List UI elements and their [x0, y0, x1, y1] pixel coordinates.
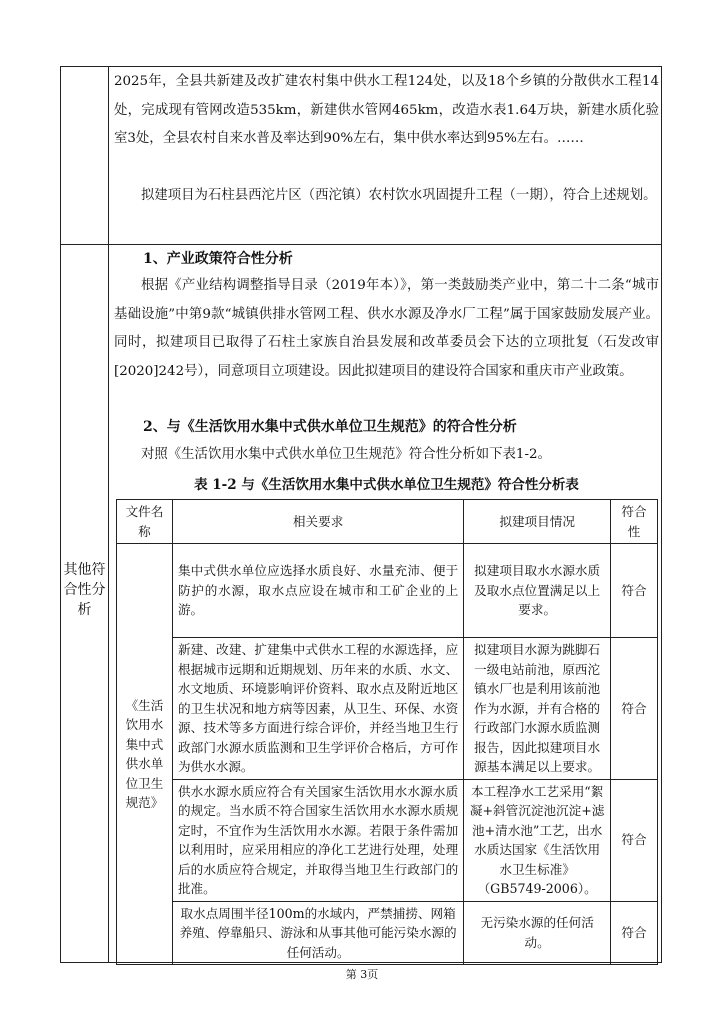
heading-industry-policy: 1、产业政策符合性分析 — [143, 251, 293, 267]
header-result: 符合性 — [611, 500, 658, 544]
result-cell: 符合 — [611, 901, 658, 965]
table-caption: 表 1-2 与《生活饮用水集中式供水单位卫生规范》符合性分析表 — [194, 477, 579, 493]
row-divider — [60, 244, 662, 245]
doc-name-cell: 《生活饮用水集中式供水单位卫生规范》 — [117, 544, 173, 965]
requirement-cell: 集中式供水单位应选择水质良好、水量充沛、便于防护的水源，取水点应设在城市和工矿企业的上游。 — [172, 544, 463, 638]
requirement-cell: 供水水源水质应符合有关国家生活饮用水水源水质的规定。当水质不符合国家生活饮用水水源水质规定时，不宜作为生活饮用水水源。若限于条件需加以利用时，应采用相应的净化工艺进行处理，处理后的水质应符合规定，并取得当地卫生行政部门的批准。 — [172, 779, 463, 901]
situation-cell: 无污染水源的任何活动。 — [464, 901, 611, 965]
situation-cell: 拟建项目水源为跳脚石一级电站前池，原西沱镇水厂也是利用该前池作为水源，并有合格的行政部门水源水质监测报告，因此拟建项目水源基本满足以上要求。 — [464, 638, 611, 780]
result-cell: 符合 — [611, 544, 658, 638]
table-row — [117, 638, 658, 780]
requirement-cell: 取水点周围半径100m的水域内，严禁捕捞、网箱养殖、停靠船只、游泳和从事其他可能污染水源的任何活动。 — [172, 901, 463, 965]
header-situation: 拟建项目情况 — [464, 500, 611, 544]
header-requirement: 相关要求 — [172, 500, 463, 544]
plan-paragraph: 2025年，全县共新建及改扩建农村集中供水工程124处，以及18个乡镇的分散供水工程14处，完成现有管网改造535km，新建供水管网465km，改造水表1.64万块，新建水质化验室3处，全县农村自来水普及率达到90%左右，集中供水率达到95%左右。…… — [114, 74, 659, 146]
table-row — [117, 779, 658, 901]
heading-hygiene-standard: 2、与《生活饮用水集中式供水单位卫生规范》的符合性分析 — [143, 419, 517, 435]
column-divider — [108, 66, 109, 963]
result-cell: 符合 — [611, 638, 658, 780]
hygiene-intro-paragraph: 对照《生活饮用水集中式供水单位卫生规范》符合性分析如下表1-2。 — [141, 447, 551, 462]
requirement-cell: 新建、改建、扩建集中式供水工程的水源选择，应根据城市远期和近期规划、历年来的水质、水文、水文地质、环境影响评价资料、取水点及附近地区的卫生状况和地方病等因素，从卫生、环保、水资源、技术等多方面进行综合评价，并经当地卫生行政部门水源水质监测和卫生学评价合格后，方可作为供水水源。 — [172, 638, 463, 780]
table-row — [117, 544, 658, 638]
industry-policy-paragraph: 根据《产业结构调整指导目录（2019年本）》，第一类鼓励类产业中，第二十二条“城市基础设施”中第9款“城镇供排水管网工程、供水水源及净水厂工程”属于国家鼓励发展产业。同时，拟建项目已取得了石柱土家族自治县发展和改革委员会下达的立项批复（石发改审[2020]242号），同意项目立项建设。因此拟建项目的建设符合国家和重庆市产业政策。 — [114, 278, 659, 379]
compliance-table — [116, 499, 658, 965]
page-number: 第 3页 — [345, 968, 379, 981]
table-header-row — [117, 500, 658, 544]
section-label: 其他符合性分析 — [63, 562, 106, 618]
situation-cell: 本工程净水工艺采用“絮凝+斜管沉淀池沉淀+滤池+清水池”工艺，出水水质达国家《生活饮用水卫生标准》（GB5749-2006）。 — [464, 779, 611, 901]
table-row — [117, 901, 658, 965]
result-cell: 符合 — [611, 779, 658, 901]
situation-cell: 拟建项目取水水源水质及取水点位置满足以上要求。 — [464, 544, 611, 638]
header-doc-name: 文件名称 — [117, 500, 173, 544]
plan-conclusion-paragraph: 拟建项目为石柱县西沱片区（西沱镇）农村饮水巩固提升工程（一期），符合上述规划。 — [141, 188, 657, 203]
